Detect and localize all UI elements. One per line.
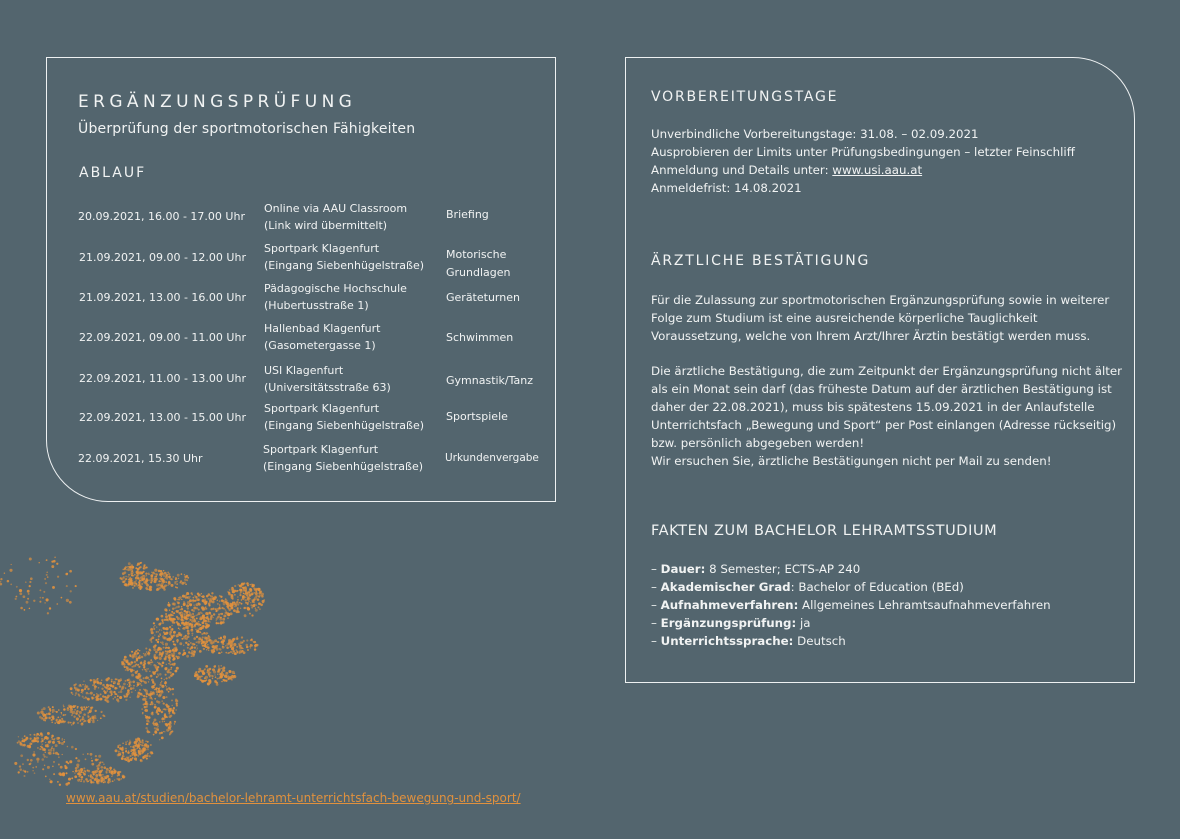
- facts-heading: FAKTEN ZUM BACHELOR LEHRAMTSSTUDIUM: [651, 523, 998, 539]
- place-address: (Link wird übermittelt): [264, 219, 388, 232]
- facts-list: [651, 560, 1126, 650]
- place-name: Sportpark Klagenfurt: [264, 242, 380, 255]
- schedule-activity: Schwimmen: [446, 331, 514, 344]
- place-name: Sportpark Klagenfurt: [263, 443, 379, 456]
- place-name: USI Klagenfurt: [264, 364, 344, 377]
- place-address: (Eingang Siebenhügelstraße): [264, 259, 425, 272]
- place-name: Sportpark Klagenfurt: [264, 402, 380, 415]
- runner-icon: [0, 525, 300, 805]
- medical-paragraph-3: Wir ersuchen Sie, ärztliche Bestätigungen nicht per Mail zu senden!: [651, 454, 1052, 468]
- schedule-place: [264, 320, 434, 354]
- fact-item: – Aufnahmeverfahren: Allgemeines Lehramtsaufnahmeverfahren: [651, 598, 1051, 612]
- schedule-activity: Motorische Grundlagen: [446, 248, 511, 279]
- schedule-date: 21.09.2021, 09.00 - 12.00 Uhr: [79, 251, 246, 264]
- schedule-place: [263, 441, 433, 475]
- schedule-activity: Gymnastik/Tanz: [446, 374, 534, 387]
- place-name: Hallenbad Klagenfurt: [264, 322, 381, 335]
- schedule-date: 22.09.2021, 09.00 - 11.00 Uhr: [79, 331, 246, 344]
- place-address: (Eingang Siebenhügelstraße): [263, 460, 424, 473]
- page-subtitle: Überprüfung der sportmotorischen Fähigkeiten: [78, 121, 416, 137]
- schedule-date: 22.09.2021, 13.00 - 15.00 Uhr: [79, 411, 246, 424]
- place-address: (Gasometergasse 1): [264, 339, 376, 352]
- place-name: Pädagogische Hochschule: [264, 282, 407, 295]
- fact-item: – Akademischer Grad: Bachelor of Education (BEd): [651, 580, 964, 594]
- schedule-date: 21.09.2021, 13.00 - 16.00 Uhr: [79, 291, 246, 304]
- schedule-heading: ABLAUF: [79, 165, 147, 181]
- prep-days-text: Unverbindliche Vorbereitungstage: 31.08. – 02.09.2021 Ausprobieren der Limits unter Prüfungsbedingungen – letzter Feinschliff Anmeldung und Details unter: www.usi.aau.at Anmeldefrist: 14.08.2021: [651, 127, 1075, 195]
- page-title: ERGÄNZUNGSPRÜFUNG: [78, 92, 357, 112]
- schedule-activity: Sportspiele: [446, 410, 508, 423]
- place-address: (Hubertusstraße 1): [264, 299, 369, 312]
- place-name: Online via AAU Classroom: [264, 202, 408, 215]
- fact-item: – Ergänzungsprüfung: ja: [651, 616, 811, 630]
- medical-paragraph-1: Für die Zulassung zur sportmotorischen Ergänzungsprüfung sowie in weiterer Folge zum Studium ist eine ausreichende körperliche Tauglichkeit Voraussetzung, welche von Ihrem Arzt/Ihrer Ärztin bestätigt werden muss.: [651, 293, 1110, 343]
- schedule-activity: Geräteturnen: [446, 291, 520, 304]
- schedule-place: [264, 362, 434, 396]
- schedule-place: [264, 200, 434, 234]
- fact-item: – Dauer: 8 Semester; ECTS-AP 240: [651, 562, 861, 576]
- schedule-activity: Urkundenvergabe: [445, 452, 539, 464]
- program-url-link[interactable]: www.aau.at/studien/bachelor-lehramt-unterrichtsfach-bewegung-und-sport/: [66, 791, 521, 805]
- usi-link[interactable]: www.usi.aau.at: [832, 163, 923, 177]
- medical-paragraph-2: Die ärztliche Bestätigung, die zum Zeitpunkt der Ergänzungsprüfung nicht älter als ein Monat sein darf (das früheste Datum auf der ärztlichen Bestätigung ist daher der 22.08.2021), muss bis spätestens 15.09.2021 in der Anlaufstelle Unterrichtsfach „Bewegung und Sport“ per Post einlangen (Adresse rückseitig) bzw. persönlich abgegeben werden!: [651, 364, 1122, 450]
- medical-heading: ÄRZTLICHE BESTÄTIGUNG: [651, 253, 871, 269]
- fact-item: – Unterrichtssprache: Deutsch: [651, 634, 846, 648]
- schedule-date: 20.09.2021, 16.00 - 17.00 Uhr: [78, 210, 245, 223]
- prep-days-heading: VORBEREITUNGSTAGE: [651, 89, 839, 105]
- schedule-activity: Briefing: [446, 208, 489, 221]
- schedule-date: 22.09.2021, 15.30 Uhr: [78, 452, 203, 465]
- schedule-place: [264, 280, 434, 314]
- schedule-place: [264, 400, 434, 434]
- place-address: (Universitätsstraße 63): [264, 381, 391, 394]
- place-address: (Eingang Siebenhügelstraße): [264, 419, 425, 432]
- schedule-place: [264, 240, 434, 274]
- schedule-date: 22.09.2021, 11.00 - 13.00 Uhr: [79, 372, 246, 385]
